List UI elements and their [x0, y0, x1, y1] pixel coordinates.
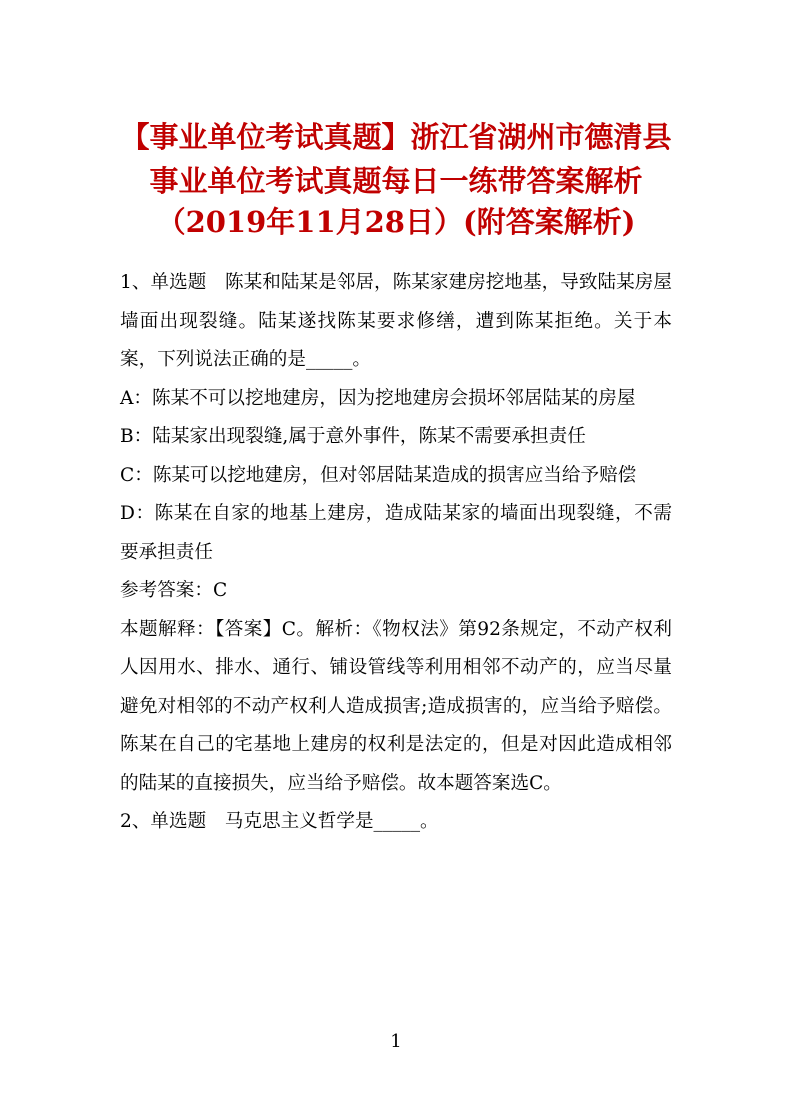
document-body	[120, 264, 672, 842]
question-1-explanation: 本题解释：【答案】C。解析：《物权法》第92条规定，不动产权利人因用水、排水、通行、铺设管线等利用相邻不动产的，应当尽量避免对相邻的不动产权利人造成损害;造成损害的，应当给予赔偿。陈某在自己的宅基地上建房的权利是法定的，但是对因此造成相邻的陆某的直接损失，应当给予赔偿。故本题答案选C。	[120, 618, 672, 794]
question-1-answer: 参考答案：C	[120, 580, 228, 601]
question-1-option-c: C：陈某可以挖地建房，但对邻居陆某造成的损害应当给予赔偿	[120, 464, 637, 486]
question-1-option-b: B：陆某家出现裂缝,属于意外事件，陈某不需要承担责任	[120, 426, 586, 447]
document-title-line-1: 【事业单位考试真题】浙江省湖州市德清县	[120, 120, 672, 154]
document-title-line-3: （2019年11月28日）(附答案解析)	[156, 205, 636, 239]
page-number: 1	[390, 1031, 402, 1052]
question-1-stem: 1、单选题 陈某和陆某是邻居，陈某家建房挖地基，导致陆某房屋墙面出现裂缝。陆某遂找陈某要求修缮，遭到陈某拒绝。关于本案，下列说法正确的是_____。	[120, 272, 672, 370]
question-2-stem: 2、单选题 马克思主义哲学是_____。	[120, 811, 439, 832]
question-1-option-a: A：陈某不可以挖地建房，因为挖地建房会损坏邻居陆某的房屋	[120, 387, 636, 409]
question-1-option-d: D：陈某在自家的地基上建房，造成陆某家的墙面出现裂缝，不需要承担责任	[120, 503, 672, 563]
document-title-line-2: 事业单位考试真题每日一练带答案解析	[149, 164, 643, 198]
